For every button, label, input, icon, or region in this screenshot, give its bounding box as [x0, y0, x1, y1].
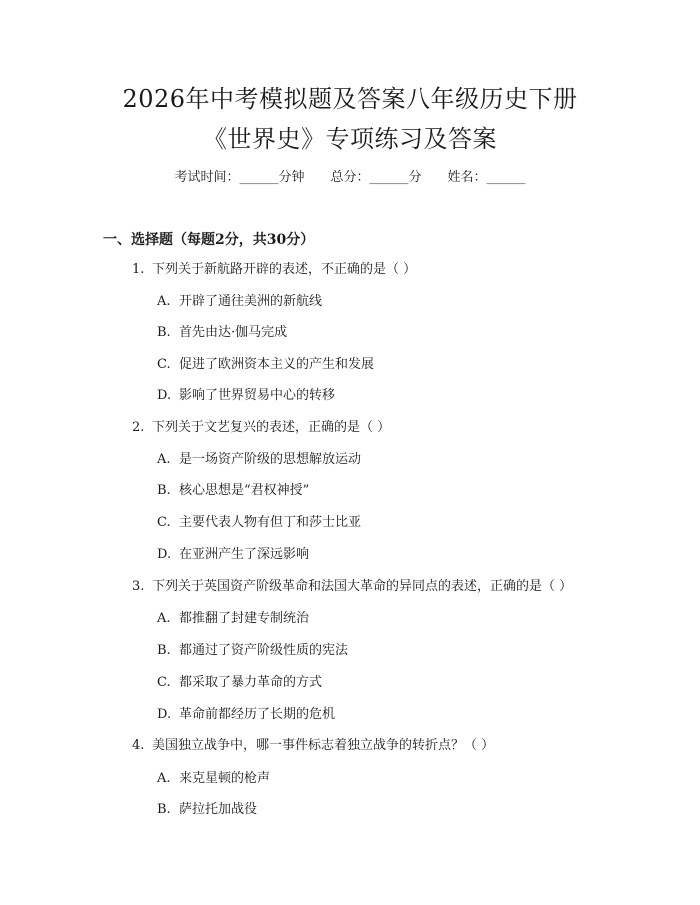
question-3 [132, 577, 572, 597]
document-title-line-2: 《世界史》专项练习及答案 [203, 125, 497, 153]
option-letter: C. [157, 357, 171, 372]
student-name-label: 姓名： [447, 170, 487, 185]
exam-time-label: 考试时间： [174, 170, 240, 185]
question-number: 2. [132, 420, 145, 435]
question-number: 3. [132, 579, 145, 594]
option-text: 影响了世界贸易中心的转移 [179, 388, 336, 403]
exam-info-line [0, 168, 700, 188]
question-4-option-b [157, 800, 257, 820]
option-text: 革命前都经历了长期的危机 [179, 707, 336, 722]
option-letter: B. [157, 643, 171, 658]
question-3-option-b [157, 641, 348, 661]
option-letter: A. [157, 611, 171, 626]
option-letter: B. [157, 325, 171, 340]
option-text: 是一场资产阶级的思想解放运动 [179, 452, 362, 467]
option-letter: D. [157, 547, 172, 562]
question-3-option-a [157, 609, 309, 629]
option-text: 来克星顿的枪声 [179, 771, 271, 786]
question-number: 4. [132, 738, 145, 753]
option-letter: C. [157, 515, 171, 530]
question-number: 1. [132, 262, 145, 277]
option-text: 核心思想是“君权神授” [179, 483, 310, 498]
question-text: 下列关于新航路开辟的表述，不正确的是（ ） [152, 262, 417, 277]
question-4-option-a [157, 769, 270, 789]
option-letter: B. [157, 802, 171, 817]
question-2-option-c [157, 513, 361, 533]
question-4 [132, 736, 494, 756]
section-title: 一、选择题（每题2分，共30分） [103, 232, 315, 248]
question-text: 下列关于英国资产阶级革命和法国大革命的异同点的表述，正确的是（ ） [152, 579, 573, 594]
option-letter: D. [157, 388, 172, 403]
option-text: 都采取了暴力革命的方式 [179, 675, 323, 690]
option-letter: D. [157, 707, 172, 722]
question-3-option-c [157, 673, 322, 693]
total-score-unit: 分 [408, 170, 422, 185]
option-text: 开辟了通往美洲的新航线 [179, 294, 323, 309]
option-text: 促进了欧洲资本主义的产生和发展 [179, 357, 375, 372]
student-name-blank: ______ [486, 170, 526, 185]
question-1-option-c [157, 355, 374, 375]
option-text: 主要代表人物有但丁和莎士比亚 [179, 515, 362, 530]
question-2-option-a [157, 450, 361, 470]
option-letter: A. [157, 771, 171, 786]
question-3-option-d [157, 705, 335, 725]
question-2-option-d [157, 545, 309, 565]
question-1-option-a [157, 292, 322, 312]
question-2-option-b [157, 481, 309, 501]
option-text: 都通过了资产阶级性质的宪法 [179, 643, 349, 658]
total-score-blank: ______ [369, 170, 409, 185]
question-2 [132, 418, 390, 438]
option-text: 在亚洲产生了深远影响 [179, 547, 310, 562]
option-letter: B. [157, 483, 171, 498]
document-title-line-1: 2026年中考模拟题及答案八年级历史下册 [122, 85, 578, 113]
question-text: 下列关于文艺复兴的表述，正确的是（ ） [152, 420, 391, 435]
question-1-option-d [157, 386, 335, 406]
option-text: 萨拉托加战役 [179, 802, 258, 817]
exam-time-unit: 分钟 [278, 170, 305, 185]
question-1-option-b [157, 323, 287, 343]
total-score-label: 总分： [330, 170, 370, 185]
option-text: 都推翻了封建专制统治 [179, 611, 310, 626]
option-letter: A. [157, 452, 171, 467]
question-text: 美国独立战争中，哪一事件标志着独立战争的转折点？（ ） [152, 738, 495, 753]
option-letter: C. [157, 675, 171, 690]
option-text: 首先由达·伽马完成 [179, 325, 288, 340]
exam-time-blank: ______ [239, 170, 279, 185]
option-letter: A. [157, 294, 171, 309]
question-1 [132, 260, 416, 280]
